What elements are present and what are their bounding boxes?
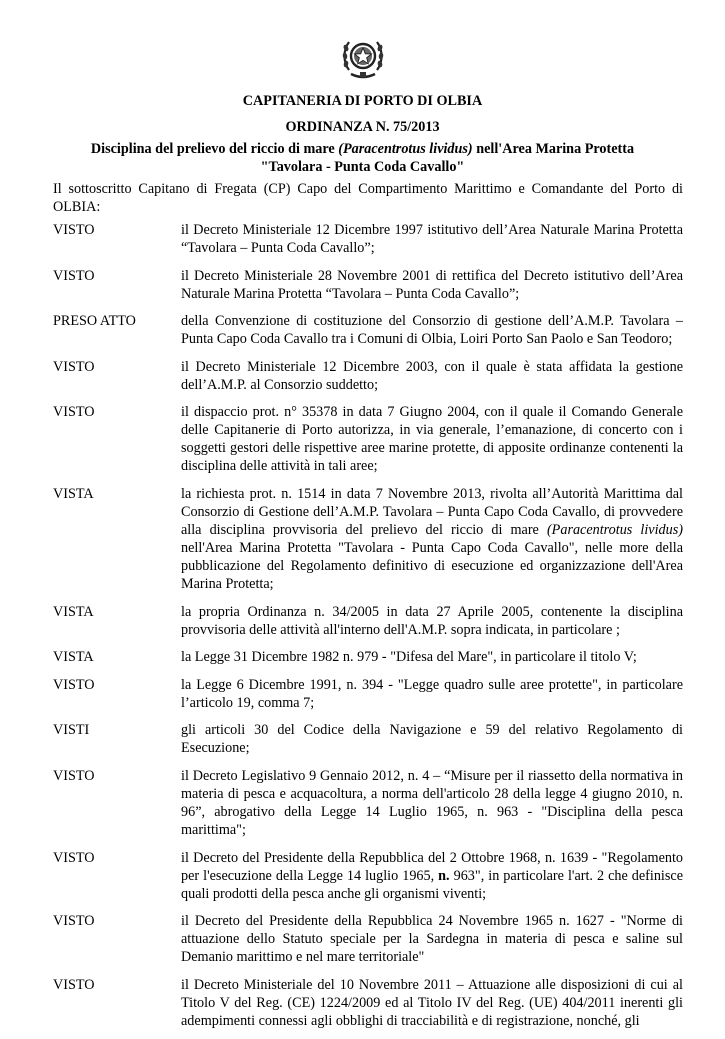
ordinance-subject (40, 140, 685, 176)
premise-entry (53, 721, 683, 757)
premise-text: la propria Ordinanza n. 34/2005 in data 27 Aprile 2005, contenente la disciplina provvisoria delle attività all'interno dell'A.M.P. sopra indicata, in particolare ; (181, 603, 683, 638)
subject-text-end: nell'Area Marina Protetta (472, 141, 635, 157)
premise-text: il Decreto Ministeriale del 10 Novembre 2011 – Attuazione alle disposizioni di cui al Titolo V del Reg. (CE) 1224/2009 ed al Titolo IV del Reg. (UE) 404/2011 inerenti gli adempimenti connessi agli obblighi di tracciabilità e di registrazione, nonché, gli (181, 976, 683, 1029)
premise-text: la Legge 31 Dicembre 1982 n. 979 - "Difesa del Mare", in particolare il titolo V; (181, 649, 637, 666)
premise-label: VISTO (53, 358, 95, 375)
premise-text: il Decreto Ministeriale 28 Novembre 2001 di rettifica del Decreto istitutivo dell’Area Naturale Marina Protetta “Tavolara – Punta Coda Cavallo”; (181, 267, 683, 302)
premise-entry (53, 312, 683, 348)
subject-species: (Paracentrotus lividus) (338, 141, 473, 157)
premise-label: VISTO (53, 976, 95, 993)
premise-text (181, 849, 683, 903)
premise-text: il Decreto del Presidente della Repubblica 24 Novembre 1965 n. 1627 - "Norme di attuazione dello Statuto speciale per la Sardegna in materia di pesca e saline sul Demanio marittimo e nel mare territoriale" (181, 913, 683, 966)
premise-label: VISTO (53, 676, 95, 693)
subject-text: Disciplina del prelievo del riccio di mare (90, 141, 339, 157)
premise-label: VISTO (53, 222, 95, 238)
premise-text: il Decreto Legislativo 9 Gennaio 2012, n. 4 – “Misure per il riassetto della normativa in materia di pesca e acquacoltura, a norma dell'articolo 28 della legge 4 giugno 2010, n. 96”, abrogativo della Legge 14 Luglio 1965, n. 963 - "Disciplina della pesca marittima"; (181, 767, 683, 838)
premise-entry (53, 767, 683, 839)
premise-text: la Legge 6 Dicembre 1991, n. 394 - "Legge quadro sulle aree protette", in particolare l’articolo 19, comma 7; (181, 676, 683, 711)
premise-entry (53, 648, 683, 666)
premise-text-bold: n. (438, 867, 450, 884)
premise-text-part: il Decreto del Presidente della Repubblica del 2 Ottobre 1968, n. 1639 - "Regolamento per l'esecuzione della Legge 14 luglio 1965, (181, 849, 683, 884)
premise-label: VISTO (53, 849, 95, 866)
premise-label: VISTO (53, 267, 95, 284)
premise-label: VISTA (53, 485, 94, 502)
premise-entry (53, 976, 683, 1030)
premise-entry (53, 403, 683, 475)
authority-title: CAPITANERIA DI PORTO DI OLBIA (242, 93, 483, 109)
italian-republic-emblem-icon (341, 34, 385, 82)
intro-paragraph: Il sottoscritto Capitano di Fregata (CP) Capo del Compartimento Marittimo e Comandante del Porto di OLBIA: (53, 181, 683, 215)
premise-entry (53, 603, 683, 639)
premise-text: il dispaccio prot. n° 35378 in data 7 Giugno 2004, con il quale il Comando Generale delle Capitanerie di Porto autorizza, in via generale, l’emanazione, di concerto con i soggetti gestori delle rispettive aree marine protette, di apposite ordinanze contenenti la disciplina delle attività in tali aree; (181, 404, 683, 475)
premise-entry (53, 485, 683, 593)
premise-text: il Decreto Ministeriale 12 Dicembre 1997 istitutivo dell’Area Naturale Marina Protetta “Tavolara – Punta Coda Cavallo”; (181, 222, 683, 256)
premise-label: VISTO (53, 767, 95, 784)
subject-area-name: "Tavolara - Punta Coda Cavallo" (260, 159, 465, 175)
premise-text-part: nell'Area Marina Protetta "Tavolara - Punta Capo Coda Cavallo", nelle more della pubblicazione del Regolamento definitivo di esecuzione ed organizzazione dell'Area Marina Protetta; (181, 539, 683, 592)
premise-label: VISTO (53, 404, 95, 421)
premise-text-part: la richiesta prot. n. 1514 in data 7 Novembre 2013, rivolta all’Autorità Marittima dal Consorzio di Gestione dell’A.M.P. Tavolara – Punta Capo Coda Cavallo, di provvedere alla disciplina provvisoria del prelievo del riccio di mare (181, 485, 683, 538)
premise-entry (53, 676, 683, 712)
premise-label: VISTO (53, 913, 95, 930)
ordinance-number: ORDINANZA N. 75/2013 (285, 119, 440, 135)
premise-entry (53, 358, 683, 394)
premise-species: (Paracentrotus lividus) (546, 521, 683, 538)
premise-text: gli articoli 30 del Codice della Navigazione e 59 del relativo Regolamento di Esecuzione; (181, 722, 683, 757)
premise-label: VISTA (53, 649, 94, 666)
premise-text-part: 963", in particolare l'art. 2 che definisce quali prodotti della pesca anche gli organismi viventi; (181, 867, 683, 902)
premises-list (53, 221, 683, 1039)
premise-entry (53, 849, 683, 903)
premise-label: PRESO ATTO (53, 313, 136, 330)
premise-entry (53, 912, 683, 966)
premise-text: il Decreto Ministeriale 12 Dicembre 2003, con il quale è stata affidata la gestione dell’A.M.P. al Consorzio suddetto; (181, 358, 683, 393)
premise-label: VISTA (53, 603, 94, 620)
premise-text: della Convenzione di costituzione del Consorzio di gestione dell’A.M.P. Tavolara – Punta Capo Coda Cavallo tra i Comuni di Olbia, Loiri Porto San Paolo e San Teodoro; (181, 313, 683, 348)
premise-label: VISTI (53, 722, 90, 739)
premise-entry (53, 267, 683, 303)
premise-entry (53, 221, 683, 257)
premise-text (181, 485, 683, 593)
